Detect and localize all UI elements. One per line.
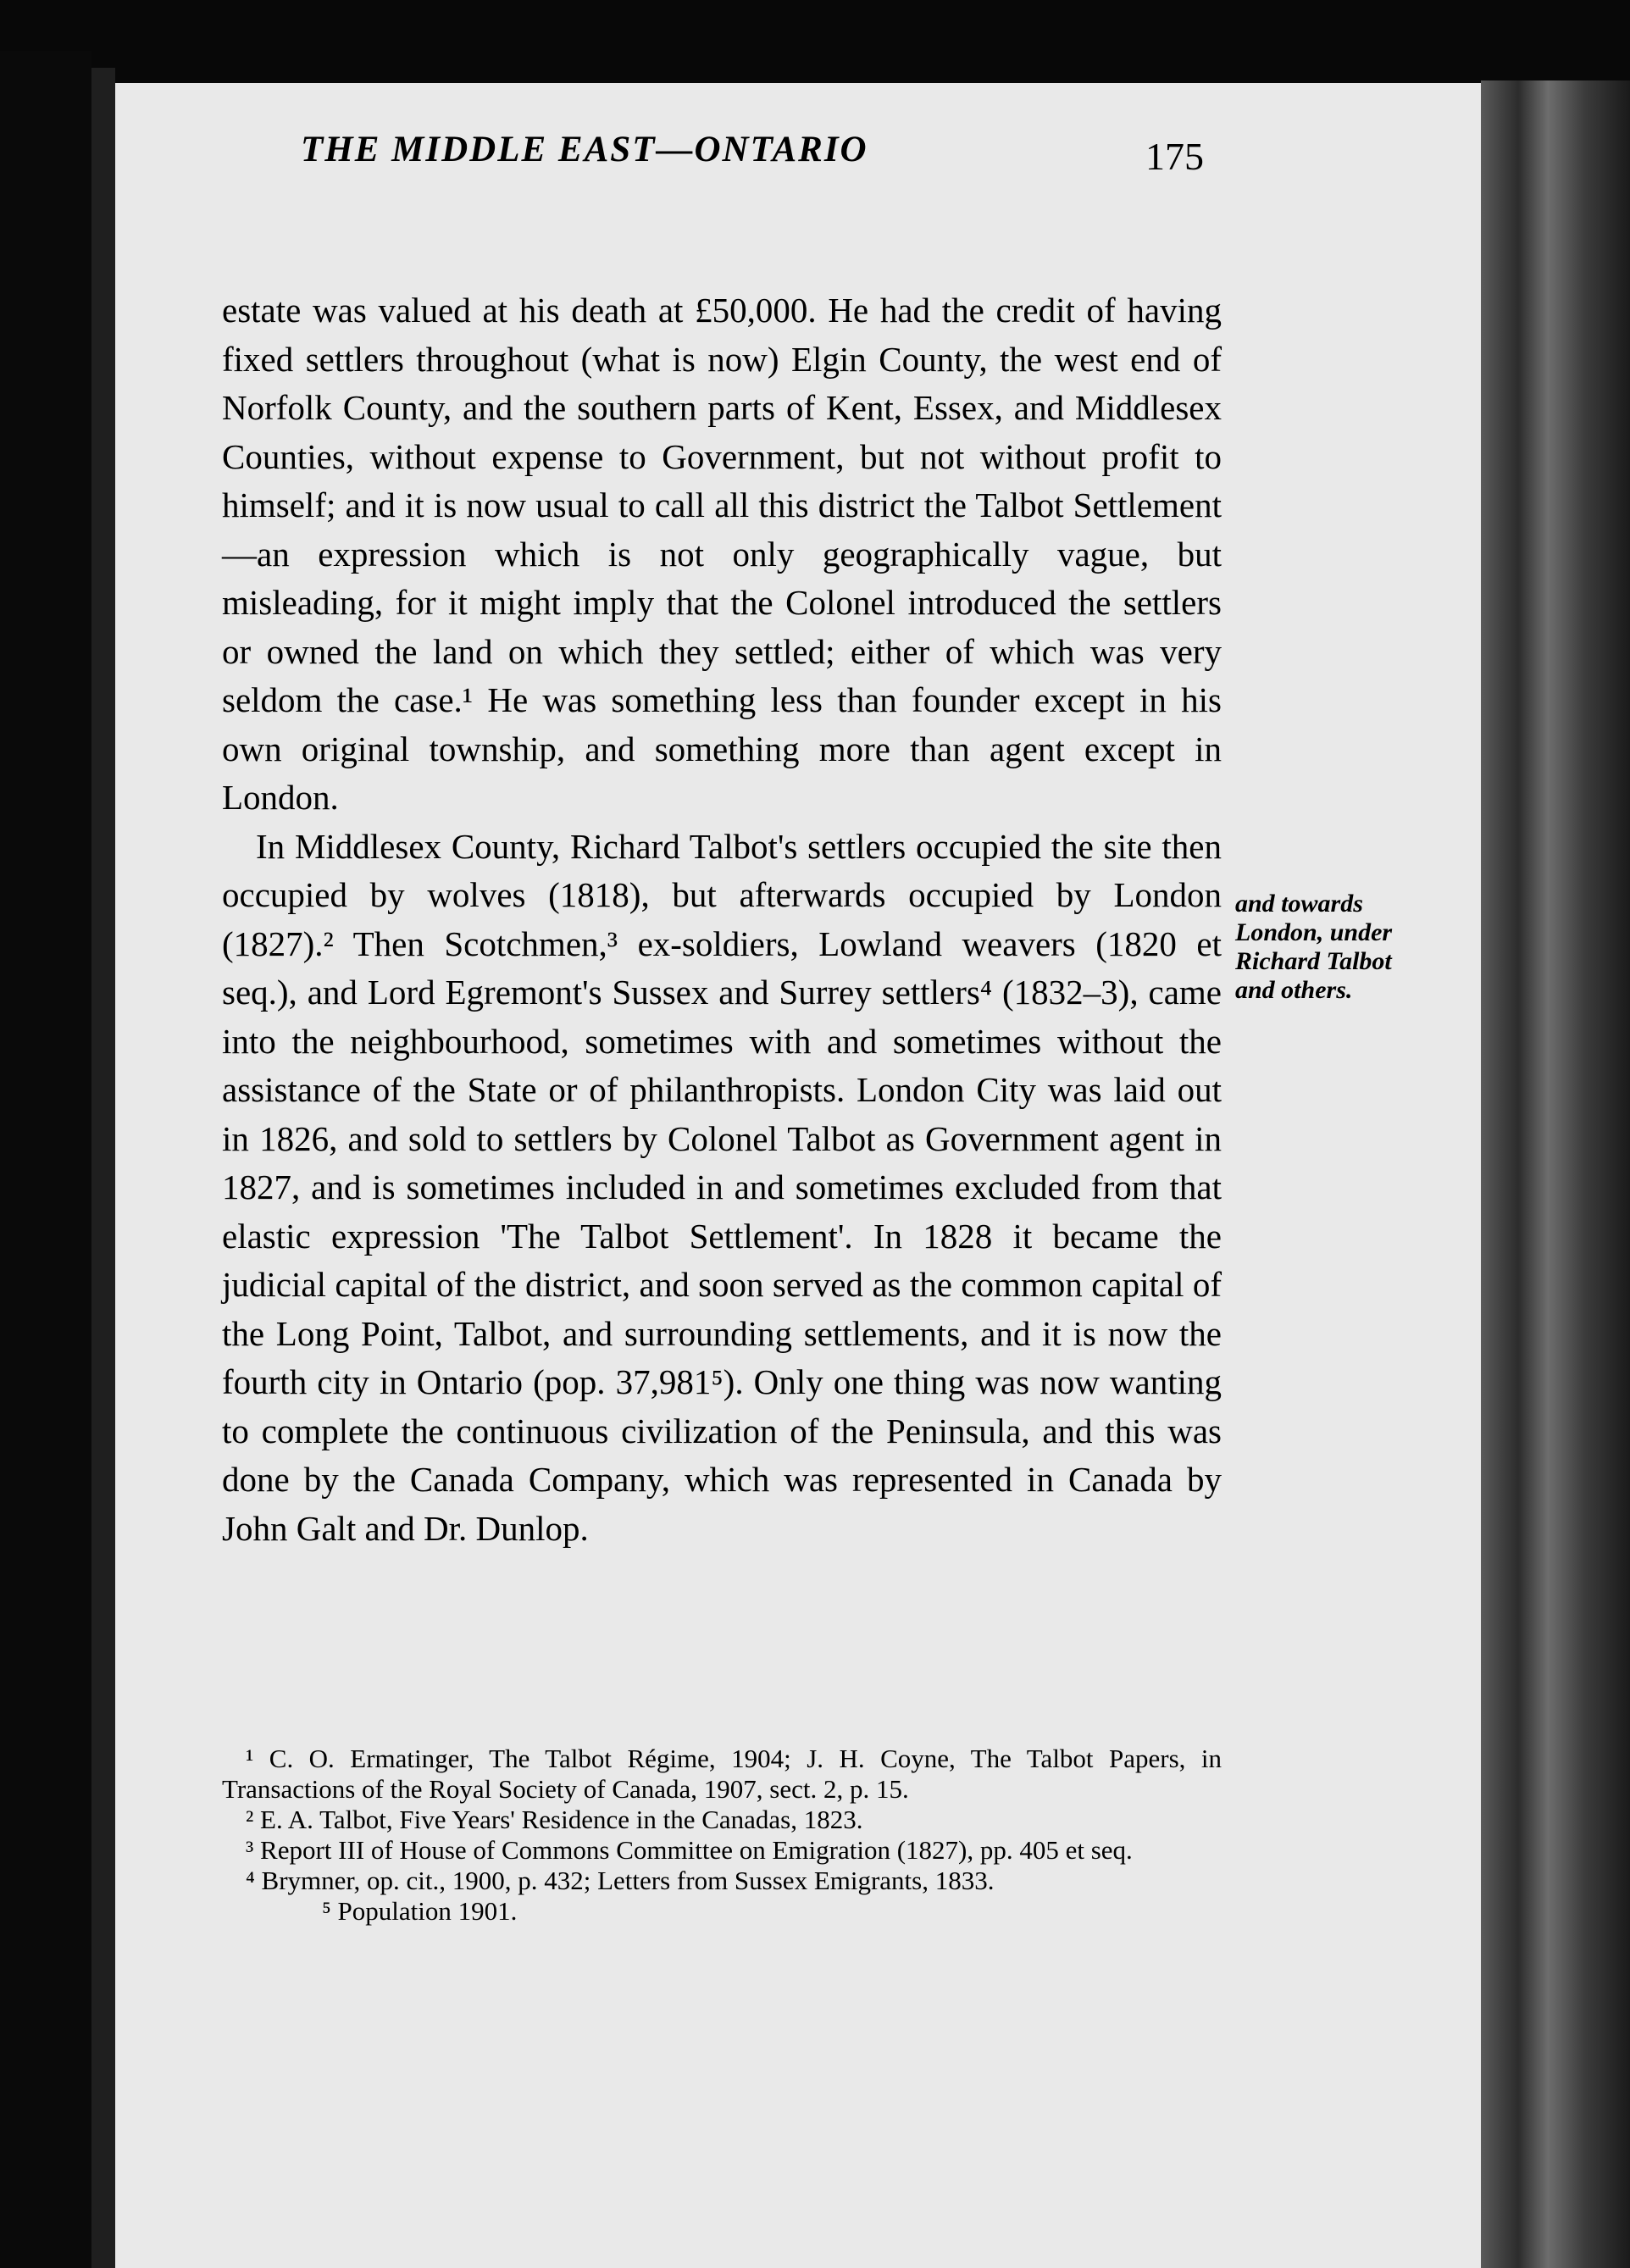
page-number: 175 xyxy=(1145,135,1204,178)
footnote-5: ⁵ Population 1901. xyxy=(322,1896,518,1926)
paragraph-1: estate was valued at his death at £50,000. He had the credit of having fixed settlers throughout (what is now) Elgin County, the west end of Norfolk County, and the southern parts of Kent, Essex, and Middlesex Counties, without expense to Government, but not without profit to himself; and it is now usual to call all this district the Talbot Settlement—an expression which is not only geographically vague, but misleading, for it might imply that the Colonel introduced the settlers or owned the land on which they settled; either of which was very seldom the case.¹ He was something less than founder except in his own original township, and something more than agent except in London. xyxy=(222,291,1222,817)
footnote-4: ⁴ Brymner, op. cit., 1900, p. 432; Letters from Sussex Emigrants, 1833. xyxy=(246,1866,995,1895)
footnote-2: ² E. A. Talbot, Five Years' Residence in the Canadas, 1823. xyxy=(246,1805,863,1834)
top-shadow xyxy=(0,0,1630,83)
page-edges xyxy=(1481,80,1630,2268)
paragraph-2: In Middlesex County, Richard Talbot's settlers occupied the site then occupied by wolves (1818), but afterwards occupied by London (1827).² Then Scotchmen,³ ex-soldiers, Lowland weavers (1820 et seq.), and Lord Egremont's Sussex and Surrey settlers⁴ (1832–3), came into the neighbourhood, sometimes with and sometimes without the assistance of the State or of philanthropists. London City was laid out in 1826, and sold to settlers by Colonel Talbot as Government agent in 1827, and is sometimes included in and sometimes excluded from that elastic expression 'The Talbot Settlement'. In 1828 it became the judicial capital of the district, and soon served as the common capital of the Long Point, Talbot, and surrounding settlements, and it is now the fourth city in Ontario (pop. 37,981⁵). Only one thing was now wanting to complete the continuous civilization of the Peninsula, and this was done by the Canada Company, which was represented in Canada by John Galt and Dr. Dunlop. xyxy=(222,826,1222,1548)
body-text xyxy=(222,286,1222,1553)
marginal-note: and towards London, under Richard Talbot and others. xyxy=(1235,890,1393,1004)
footnotes xyxy=(222,1744,1222,1927)
footnote-3: ³ Report III of House of Commons Committee on Emigration (1827), pp. 405 et seq. xyxy=(246,1835,1133,1865)
running-title: THE MIDDLE EAST—ONTARIO xyxy=(301,130,868,169)
left-book-edge xyxy=(0,51,91,2268)
footnote-1: ¹ C. O. Ermatinger, The Talbot Régime, 1904; J. H. Coyne, The Talbot Papers, in Transactions of the Royal Society of Canada, 1907, sect. 2, p. 15. xyxy=(222,1744,1222,1804)
book-spine xyxy=(91,68,115,2268)
